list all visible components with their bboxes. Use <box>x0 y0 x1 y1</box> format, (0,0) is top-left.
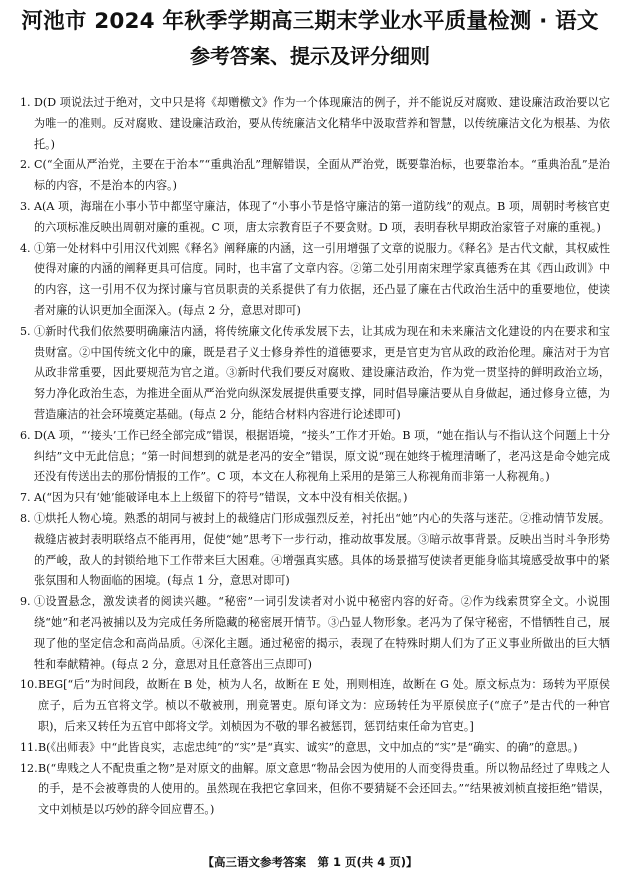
answer-number: 8. <box>20 511 31 525</box>
answer-item-1 <box>20 93 610 155</box>
answer-number: 9. <box>20 595 31 609</box>
answer-item-8 <box>20 509 610 592</box>
answer-text: B(“卑贱之人不配贵重之物”是对原文的曲解。原文意思“物品会因为使用的人而变得贵重。所以物品经过了卑贱之人的手，是不会被尊贵的人使用的。虽然现在我把它拿回来，但你不要猜疑不会还回去。”“结果被刘桢直接拒绝”错误，文中刘桢是以巧妙的辞令回应曹丕。) <box>38 761 610 817</box>
answer-item-9 <box>20 592 610 675</box>
answer-item-10 <box>20 675 610 737</box>
answer-item-4 <box>20 239 610 322</box>
answer-item-12 <box>20 759 610 821</box>
answer-item-3 <box>20 197 610 239</box>
answer-number: 10. <box>20 678 38 692</box>
answer-text: C(“全面从严治党，主要在于治本”“重典治乱”理解错误，全面从严治党，既要靠治标，也要靠治本。“重典治乱”是治标的内容，不是治本的内容。) <box>34 158 610 193</box>
answer-text: ①新时代我们依然要明确廉洁内涵，将传统廉文化传承发展下去，让其成为现在和未来廉洁文化建设的内在要求和宝贵财富。②中国传统文化中的廉，既是君子义士修身养性的道德要求，更是官吏为官从政的政治伦理。廉洁对于为官从政非常重要，因此要规范为官之道。③新时代我们要反对腐败、建设廉洁政治，作为党一贯坚持的鲜明政治立场，努力净化政治生态，为推进全面从严治党向纵深发展提供重要支撑，同时倡导廉洁要从自身做起，通过修身立德，为营造廉洁的社会环境奠定基础。(每点 2 分，能结合材料内容进行论述即可) <box>34 324 610 421</box>
answer-number: 7. <box>20 491 31 505</box>
page-footer: 【高三语文参考答案 第 1 页(共 4 页)】 <box>202 855 418 869</box>
answer-text: A(“因为只有‘她’能破译电本上上级留下的符号”错误，文本中没有相关依据。) <box>34 491 408 505</box>
answer-item-5 <box>20 322 610 426</box>
answer-item-7 <box>20 488 610 509</box>
answer-number: 1. <box>20 96 31 109</box>
answer-number: 5. <box>20 324 31 338</box>
answer-text: BEG[“后”为时间段，故断在 B 处，桢为人名，故断在 E 处，刑则相连，故断在 G 处。原文标点为：玚转为平原侯庶子，后为五官将文学。桢以不敬被刑，刑竟署吏。原句译文为：应玚转任为平原侯庶子(“庶子”是古代的一种官职)，后来又转任为五官中郎将文学。刘桢因为不敬的罪名被惩罚，惩罚结束任命为官吏。] <box>38 678 610 733</box>
answer-text: A(A 项，海瑞在小事小节中都坚守廉洁，体现了“小事小节是恪守廉洁的第一道防线”的观点。B 项，周朝时考核官吏的六项标准反映出周朝对廉的重视。C 项，唐太宗教育臣子不要贪财。D 项，表明春秋早期政治家管子对廉的重视。) <box>34 199 610 234</box>
answer-list <box>20 93 610 821</box>
answer-item-11 <box>20 738 610 759</box>
answer-text: ①设置悬念，激发读者的阅读兴趣。“秘密”一词引发读者对小说中秘密内容的好奇。②作为线索贯穿全文。小说围绕“她”和老冯被捕以及为完成任务所隐藏的秘密展开情节。③凸显人物形象。老冯为了保守秘密，不惜牺牲自己，展现了他的坚定信念和高尚品质。④深化主题。通过秘密的揭示，表现了在特殊时期人们为了正义事业所做出的巨大牺牲和奉献精神。(每点 2 分，意思对且任意答出三点即可) <box>34 595 610 671</box>
page-title: 河池市 2024 年秋季学期高三期末学业水平质量检测 · 语文 <box>21 9 599 34</box>
answer-text: ①第一处材料中引用汉代刘熙《释名》阐释廉的内涵，这一引用增强了文章的说服力。《释名》是古代文献，其权威性使得对廉的内涵的阐释更具可信度。同时，也丰富了文章内容。②第二处引用南宋理学家真德秀在其《西山政训》中的内容，这一引用不仅为探讨廉与官员职责的关系提供了有力依据，还凸显了廉在古代政治生活中的重要地位，使读者对廉的认识更加全面深入。(每点 2 分，意思对即可) <box>34 241 610 317</box>
answer-item-2 <box>20 155 610 197</box>
answer-number: 12. <box>20 761 38 775</box>
answer-text: ①烘托人物心境。熟悉的胡同与被封上的裁缝店门形成强烈反差，衬托出“她”内心的失落与迷茫。②推动情节发展。裁缝店被封表明联络点不能再用，促使“她”思考下一步行动，推动故事发展。③暗示故事背景。反映出当时斗争形势的严峻，敌人的封锁给地下工作带来巨大困难。④增强真实感。具体的场景描写使读者更能身临其境感受故事中的紧张氛围和人物面临的困境。(每点 1 分，意思对即可) <box>34 511 610 588</box>
answer-number: 2. <box>20 158 31 172</box>
answer-item-6 <box>20 426 610 488</box>
answer-number: 6. <box>20 428 31 442</box>
answer-text: B(《出师表》中“此皆良实，志虑忠纯”的“实”是“真实、诚实”的意思，文中加点的“实”是“确实、的确”的意思。) <box>38 740 578 754</box>
answer-number: 3. <box>20 199 31 213</box>
answer-text: D(A 项，“‘接头’工作已经全部完成”错误，根据语境，“接头”工作才开始。B 项，“她在指认与不指认这个问题上十分纠结”文中无此信息；“第一时间想到的就是老冯的安全”错误，原文说“现在她终于梳理清晰了，老冯这是命令她完成还没有传送出去的那份情报的工作”。C 项，本文在人称视角上采用的是第三人称视角而非第一人称视角。) <box>34 428 610 484</box>
answer-number: 4. <box>20 241 31 255</box>
page-subtitle: 参考答案、提示及评分细则 <box>190 44 430 68</box>
answer-text: D(D 项说法过于绝对，文中只是将《却赠檄文》作为一个体现廉洁的例子，并不能说反对腐败、建设廉洁政治要以它为唯一的准则。反对腐败、建设廉洁政治，要从传统廉洁文化精华中汲取营养和智慧，以传统廉洁文化为根基、为依托。) <box>34 96 610 151</box>
answer-number: 11. <box>20 740 38 754</box>
